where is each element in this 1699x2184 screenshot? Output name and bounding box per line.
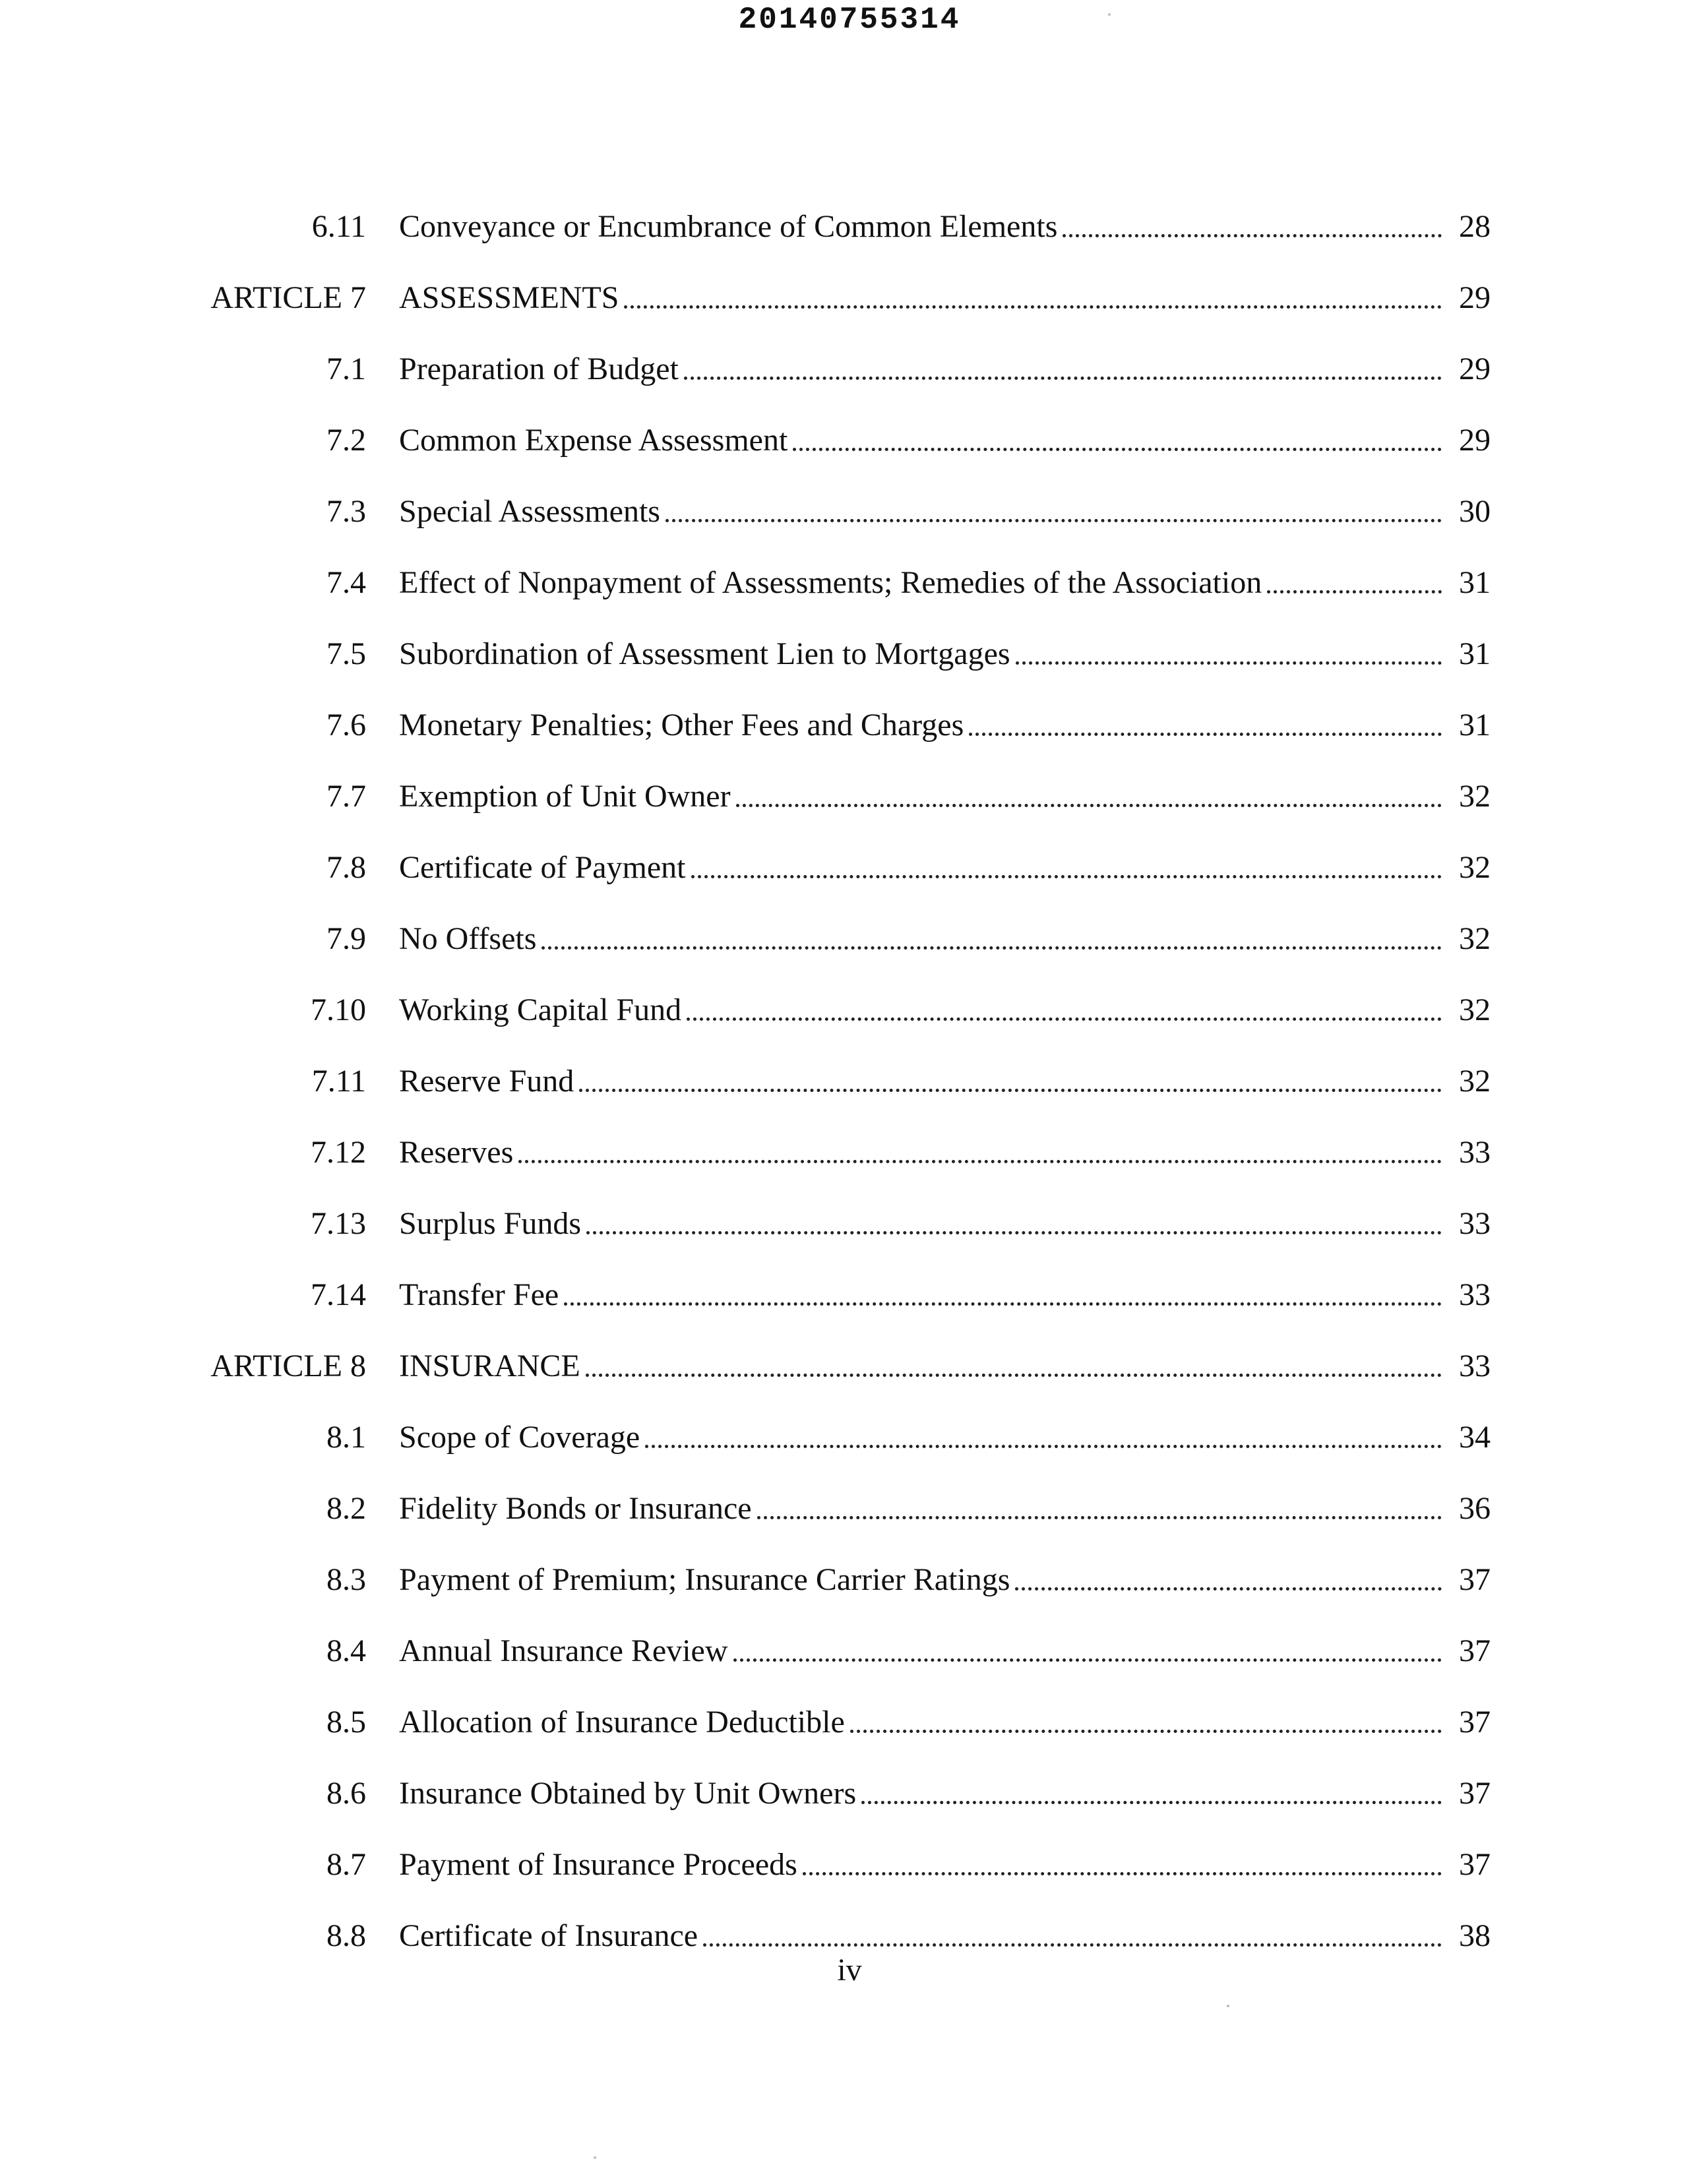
dot-leader (803, 1872, 1442, 1875)
toc-entry-page: 36 (1459, 1491, 1491, 1526)
toc-entry-number: 8.5 (326, 1705, 366, 1740)
toc-entry-page: 29 (1459, 280, 1491, 315)
toc-entry-number: 7.7 (326, 779, 366, 814)
toc-entry-title: Payment of Premium; Insurance Carrier Ratings (399, 1562, 1010, 1597)
toc-entry (198, 1529, 1491, 1600)
toc-entry-title: Special Assessments (399, 494, 660, 529)
toc-entry-number: 7.14 (311, 1277, 366, 1312)
toc-entry-title: Annual Insurance Review (399, 1633, 728, 1668)
toc-entry (198, 460, 1491, 531)
toc-entry-page: 29 (1459, 351, 1491, 386)
toc-entry-title: Common Expense Assessment (399, 423, 788, 458)
dot-leader (586, 1231, 1442, 1234)
toc-entry (198, 1244, 1491, 1315)
toc-entry (198, 1315, 1491, 1386)
toc-entry-number: 7.5 (326, 636, 366, 671)
toc-entry-page: 37 (1459, 1847, 1491, 1882)
toc-entry-title: Exemption of Unit Owner (399, 779, 731, 814)
toc-entry (198, 1742, 1491, 1813)
toc-entry-page: 30 (1459, 494, 1491, 529)
dot-leader (579, 1089, 1442, 1092)
dot-leader (969, 733, 1442, 736)
toc-entry-title: Allocation of Insurance Deductible (399, 1705, 845, 1740)
dot-leader (733, 1658, 1442, 1662)
toc-entry-title: Working Capital Fund (399, 992, 682, 1027)
toc-entry-number: ARTICLE 8 (210, 1349, 366, 1383)
toc-entry-title: Payment of Insurance Proceeds (399, 1847, 797, 1882)
toc-entry-title: Certificate of Payment (399, 850, 686, 885)
toc-entry-page: 31 (1459, 636, 1491, 671)
toc-entry-page: 31 (1459, 565, 1491, 600)
dot-leader (645, 1445, 1442, 1448)
toc-entry-page: 37 (1459, 1705, 1491, 1740)
dot-leader (1016, 661, 1442, 665)
dot-leader (703, 1943, 1442, 1947)
toc-entry (198, 318, 1491, 389)
dot-leader (586, 1374, 1442, 1377)
toc-entry-page: 37 (1459, 1633, 1491, 1668)
toc-entry-page: 37 (1459, 1776, 1491, 1811)
toc-entry-number: 7.13 (311, 1206, 366, 1241)
toc-entry-number: 6.11 (311, 209, 366, 244)
toc-entry-page: 32 (1459, 850, 1491, 885)
toc-entry-title: Reserve Fund (399, 1064, 574, 1099)
toc-entry (198, 1457, 1491, 1529)
toc-entry (198, 816, 1491, 888)
toc-entry-page: 32 (1459, 921, 1491, 956)
toc-entry-title: ASSESSMENTS (399, 280, 619, 315)
toc-entry-title: Fidelity Bonds or Insurance (399, 1491, 752, 1526)
toc-entry (198, 1101, 1491, 1172)
toc-entry-number: 7.12 (311, 1135, 366, 1170)
dot-leader (624, 305, 1442, 309)
toc-entry-page: 38 (1459, 1918, 1491, 1953)
toc-entry-title: Surplus Funds (399, 1206, 582, 1241)
toc-entry (198, 674, 1491, 745)
toc-entry-title: Monetary Penalties; Other Fees and Charges (399, 708, 964, 743)
toc-entry-title: Reserves (399, 1135, 514, 1170)
toc-entry (198, 1600, 1491, 1671)
toc-entry (198, 1386, 1491, 1457)
toc-entry-number: 7.9 (326, 921, 366, 956)
scan-speck (1227, 2005, 1229, 2007)
toc-entry-page: 33 (1459, 1206, 1491, 1241)
toc-entry (198, 1885, 1491, 1956)
toc-entry-title: Conveyance or Encumbrance of Common Elements (399, 209, 1058, 244)
toc-entry-title: INSURANCE (399, 1349, 580, 1383)
toc-entry (198, 603, 1491, 674)
scan-speck (594, 2156, 596, 2159)
toc-entry-page: 29 (1459, 423, 1491, 458)
dot-leader (757, 1516, 1442, 1519)
toc-entry-page: 32 (1459, 1064, 1491, 1099)
toc-entry-number: 7.4 (326, 565, 366, 600)
dot-leader (793, 448, 1442, 451)
toc-entry (198, 1813, 1491, 1885)
dot-leader (691, 875, 1442, 878)
scan-speck (1108, 13, 1111, 16)
toc-entry-title: Subordination of Assessment Lien to Mortgages (399, 636, 1010, 671)
toc-entry (198, 175, 1491, 247)
toc-entry-number: 7.6 (326, 708, 366, 743)
toc-entry-number: 7.10 (311, 992, 366, 1027)
dot-leader (1063, 234, 1442, 237)
toc-entry (198, 389, 1491, 460)
toc-entry-number: 8.2 (326, 1491, 366, 1526)
toc-entry-number: 8.6 (326, 1776, 366, 1811)
dot-leader (518, 1160, 1442, 1163)
toc-entry-number: 7.8 (326, 850, 366, 885)
toc-entry-number: 8.8 (326, 1918, 366, 1953)
toc-entry-number: 8.3 (326, 1562, 366, 1597)
toc-entry-number: 8.1 (326, 1420, 366, 1455)
dot-leader (850, 1730, 1442, 1733)
toc-entry (198, 1030, 1491, 1101)
toc-entry (198, 1172, 1491, 1244)
dot-leader (861, 1801, 1442, 1804)
toc-entry-title: Insurance Obtained by Unit Owners (399, 1776, 857, 1811)
dot-leader (736, 804, 1442, 807)
toc-entry-title: No Offsets (399, 921, 537, 956)
toc-entry (198, 745, 1491, 816)
toc-entry-page: 31 (1459, 708, 1491, 743)
toc-entry (198, 531, 1491, 603)
dot-leader (665, 519, 1442, 522)
toc-entry-page: 33 (1459, 1277, 1491, 1312)
toc-entry-number: 7.2 (326, 423, 366, 458)
dot-leader (687, 1017, 1442, 1021)
dot-leader (684, 377, 1442, 380)
toc-entry-number: 7.11 (311, 1064, 366, 1099)
toc-entry (198, 888, 1491, 959)
toc-entry-page: 33 (1459, 1349, 1491, 1383)
dot-leader (564, 1302, 1442, 1306)
dot-leader (541, 946, 1442, 950)
toc-entry-number: 8.4 (326, 1633, 366, 1668)
toc-entry-page: 37 (1459, 1562, 1491, 1597)
toc-entry-title: Scope of Coverage (399, 1420, 640, 1455)
toc-entry-number: 7.3 (326, 494, 366, 529)
dot-leader (1267, 590, 1442, 593)
toc-entry (198, 1671, 1491, 1742)
document-number: 20140755314 (738, 3, 961, 37)
dot-leader (1015, 1587, 1442, 1591)
toc-entry-title: Certificate of Insurance (399, 1918, 698, 1953)
toc-entry-title: Effect of Nonpayment of Assessments; Remedies of the Association (399, 565, 1262, 600)
toc-entry-page: 28 (1459, 209, 1491, 244)
page-number: iv (837, 1953, 862, 1987)
toc-entry-page: 32 (1459, 992, 1491, 1027)
table-of-contents (198, 175, 1491, 1956)
toc-entry-page: 33 (1459, 1135, 1491, 1170)
toc-entry-title: Preparation of Budget (399, 351, 679, 386)
toc-entry-number: ARTICLE 7 (210, 280, 366, 315)
toc-entry-title: Transfer Fee (399, 1277, 559, 1312)
toc-entry (198, 959, 1491, 1030)
toc-entry-number: 8.7 (326, 1847, 366, 1882)
toc-entry-page: 32 (1459, 779, 1491, 814)
toc-entry-page: 34 (1459, 1420, 1491, 1455)
toc-entry-number: 7.1 (326, 351, 366, 386)
toc-entry (198, 247, 1491, 318)
